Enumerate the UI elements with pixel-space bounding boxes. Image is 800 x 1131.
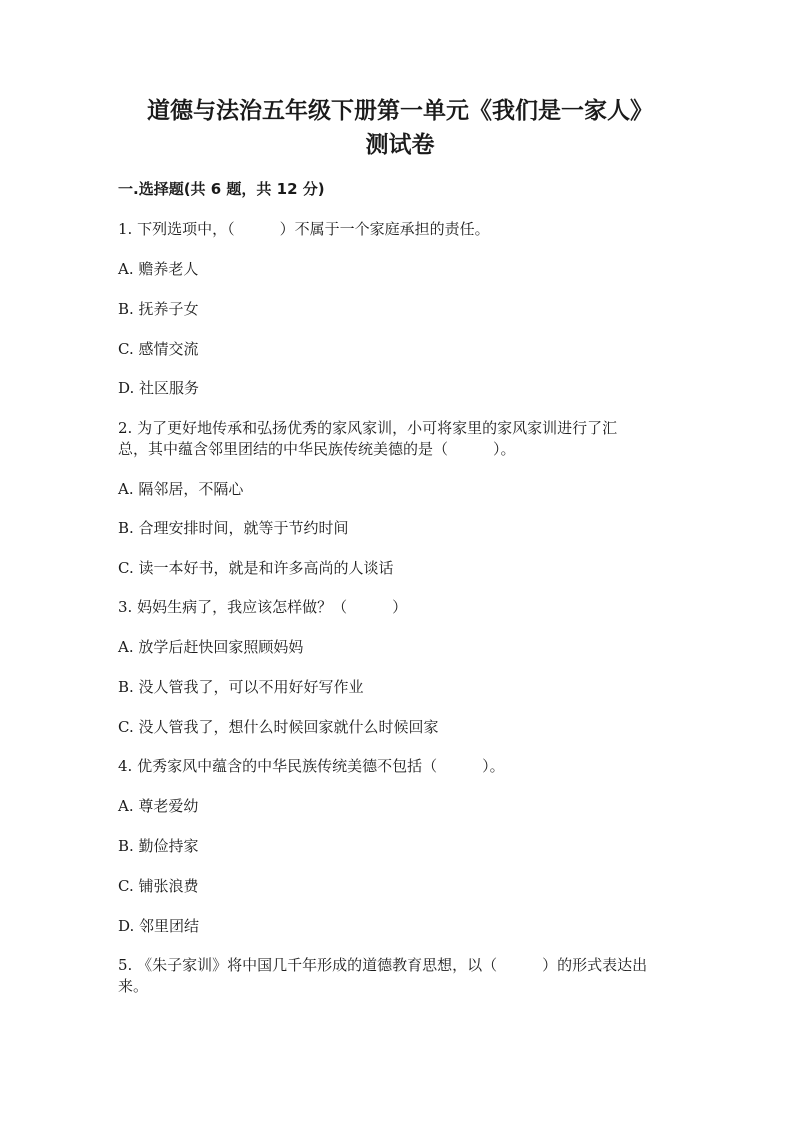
question-1-stem: 1. 下列选项中，（ ）不属于一个家庭承担的责任。 [118, 220, 490, 238]
question-4-option-b: B. 勤俭持家 [118, 837, 199, 855]
question-4-option-d: D. 邻里团结 [118, 917, 200, 935]
question-1-option-b: B. 抚养子女 [118, 300, 199, 318]
question-5-stem-line-1: 5. 《朱子家训》将中国几千年形成的道德教育思想，以（ ）的形式表达出 [118, 956, 648, 974]
question-2-option-b: B. 合理安排时间，就等于节约时间 [118, 519, 349, 537]
question-5-stem-line-2: 来。 [118, 977, 149, 995]
question-3-option-b: B. 没人管我了，可以不用好好写作业 [118, 678, 364, 696]
question-2-stem-line-1: 2. 为了更好地传承和弘扬优秀的家风家训，小可将家里的家风家训进行了汇 [118, 419, 618, 437]
question-4-option-a: A. 尊老爱幼 [118, 797, 199, 815]
exam-title-line-2: 测试卷 [365, 132, 435, 158]
question-4-option-c: C. 铺张浪费 [118, 877, 199, 895]
question-3-stem: 3. 妈妈生病了，我应该怎样做？（ ） [118, 598, 408, 616]
question-2-option-c: C. 读一本好书，就是和许多高尚的人谈话 [118, 559, 394, 577]
question-1-option-d: D. 社区服务 [118, 379, 200, 397]
question-3-option-a: A. 放学后赶快回家照顾妈妈 [118, 638, 304, 656]
question-1-option-c: C. 感情交流 [118, 340, 199, 358]
question-3-option-c: C. 没人管我了，想什么时候回家就什么时候回家 [118, 718, 439, 736]
question-2-option-a: A. 隔邻居，不隔心 [118, 480, 244, 498]
question-2-stem-line-2: 总，其中蕴含邻里团结的中华民族传统美德的是（ ）。 [118, 440, 516, 458]
question-4-stem: 4. 优秀家风中蕴含的中华民族传统美德不包括（ ）。 [118, 757, 505, 775]
question-1-option-a: A. 赡养老人 [118, 260, 199, 278]
exam-title-line-1: 道德与法治五年级下册第一单元《我们是一家人》 [147, 98, 653, 124]
section-heading: 一.选择题(共 6 题，共 12 分) [118, 180, 325, 198]
